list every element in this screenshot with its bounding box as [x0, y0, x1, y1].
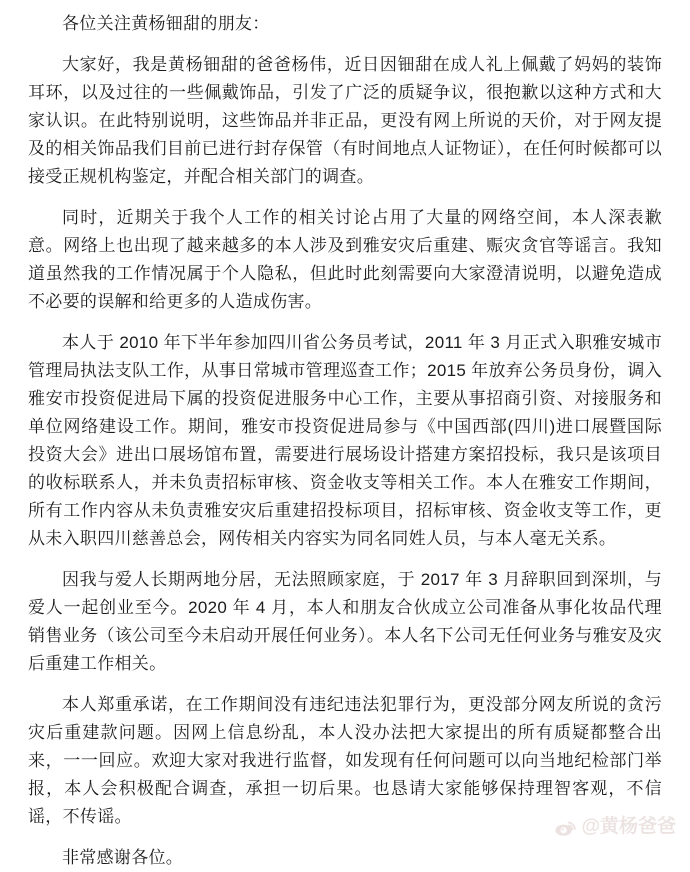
paragraph-resignation-business: 因我与爱人长期两地分居，无法照顾家庭，于 2017 年 3 月辞职回到深圳，与爱人一起创业至今。2020 年 4 月，本人和朋友合伙成立公司准备从事化妆品代理销售业务（该公司至今未启动开展任何业务）。本人名下公司无任何业务与雅安及灾后重建工作相关。: [28, 570, 662, 673]
statement-letter: [28, 10, 662, 872]
weibo-icon: [554, 815, 578, 839]
salutation: 各位关注黄杨钿甜的朋友：: [62, 14, 270, 33]
paragraph-pledge: 本人郑重承诺，在工作期间没有违纪违法犯罪行为，更没部分网友所说的贪污灾后重建款问题。因网上信息纷乱，本人没办法把大家提出的所有质疑都整合出来，一一回应。欢迎大家对我进行监督，如发现有任何问题可以向当地纪检部门举报，本人会积极配合调查，承担一切后果。也恳请大家能够保持理智客观，不信谣，不传谣。: [28, 695, 662, 826]
weibo-watermark: [554, 815, 676, 839]
paragraph-earrings-clarification: 大家好，我是黄杨钿甜的爸爸杨伟，近日因钿甜在成人礼上佩戴了妈妈的装饰耳环，以及过往的一些佩戴饰品，引发了广泛的质疑争议，很抱歉以这种方式和大家认识。在此特别说明，这些饰品并非正品，更没有网上所说的天价，对于网友提及的相关饰品我们目前已进行封存保管（有时间地点人证物证），在任何时候都可以接受正规机构鉴定，并配合相关部门的调查。: [28, 55, 662, 186]
weibo-handle: @黄杨爸爸: [581, 816, 676, 837]
paragraph-work-history: 本人于 2010 年下半年参加四川省公务员考试，2011 年 3 月正式入职雅安城市管理局执法支队工作，从事日常城市管理巡查工作；2015 年放弃公务员身份，调入雅安市投资促进局下属的投资促进服务中心工作，主要从事招商引资、对接服务和单位网络建设工作。期间，雅安市投资促进局参与《中国西部(四川)进口展暨国际投资大会》进出口展场馆布置，需要进行展场设计搭建方案招投标，我只是该项目的收标联系人，并未负责招标审核、资金收支等相关工作。本人在雅安工作期间，所有工作内容从未负责雅安灾后重建招投标项目，招标审核、资金收支等工作，更从未入职四川慈善总会，网传相关内容实为同名同姓人员，与本人毫无关系。: [28, 333, 662, 548]
paragraph-thanks: 非常感谢各位。: [62, 848, 184, 867]
paragraph-rumor-apology: 同时，近期关于我个人工作的相关讨论占用了大量的网络空间，本人深表歉意。网络上也出现了越来越多的本人涉及到雅安灾后重建、赈灾贪官等谣言。我知道虽然我的工作情况属于个人隐私，但此时此刻需要向大家澄清说明，以避免造成不必要的误解和给更多的人造成伤害。: [28, 208, 662, 311]
